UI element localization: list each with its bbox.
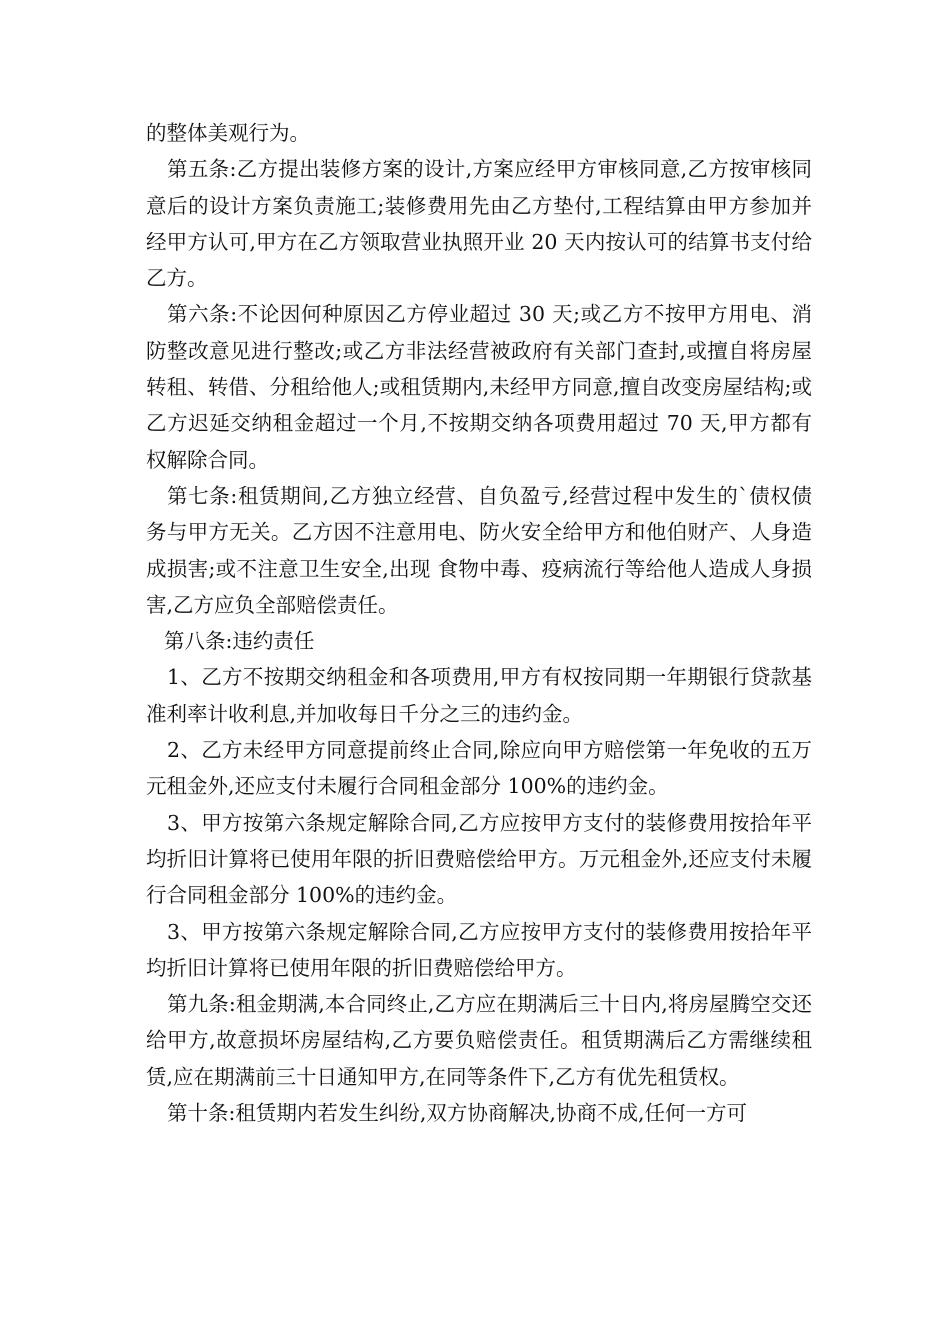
paragraph-article-6: 第六条:不论因何种原因乙方停业超过 30 天;或乙方不按甲方用电、消防整改意见进行整改;或乙方非法经营被政府有关部门查封,或擅自将房屋转租、转借、分租给他人;或租赁期内,未经甲方同意,擅自改变房屋结构;或乙方迟延交纳租金超过一个月,不按期交纳各项费用超过 70 天,甲方都有权解除合同。 — [146, 302, 812, 472]
list-item-breach-3a: 3、甲方按第六条规定解除合同,乙方应按甲方支付的装修费用按拾年平均折旧计算将已使用年限的折旧费赔偿给甲方。万元租金外,还应支付未履行合同租金部分 100%的违约金。 — [146, 810, 812, 908]
paragraph-article-5: 第五条:乙方提出装修方案的设计,方案应经甲方审核同意,乙方按审核同意后的设计方案负责施工;装修费用先由乙方垫付,工程结算由甲方参加并经甲方认可,甲方在乙方领取营业执照开业 20 天内按认可的结算书支付给乙方。 — [146, 157, 812, 291]
paragraph-continuation: 的整体美观行为。 — [146, 121, 310, 145]
list-item-breach-2: 2、乙方未经甲方同意提前终止合同,除应向甲方赔偿第一年免收的五万元租金外,还应支付未履行合同租金部分 100%的违约金。 — [146, 738, 812, 799]
paragraph-article-7: 第七条:租赁期间,乙方独立经营、自负盈亏,经营过程中发生的`债权债务与甲方无关。乙方因不注意用电、防火安全给甲方和他伯财产、人身造成损害;或不注意卫生安全,出现 食物中毒、疫病流行等给他人造成人身损害,乙方应负全部赔偿责任。 — [146, 483, 812, 617]
paragraph-article-9: 第九条:租金期满,本合同终止,乙方应在期满后三十日内,将房屋腾空交还给甲方,故意损坏房屋结构,乙方要负赔偿责任。租赁期满后乙方需继续租赁,应在期满前三十日通知甲方,在同等条件下,乙方有优先租赁权。 — [146, 992, 812, 1089]
paragraph-article-10: 第十条:租赁期内若发生纠纷,双方协商解决,协商不成,任何一方可 — [167, 1101, 747, 1126]
heading-article-8: 第八条:违约责任 — [164, 629, 315, 654]
list-item-breach-1: 1、乙方不按期交纳租金和各项费用,甲方有权按同期一年期银行贷款基准利率计收利息,并加收每日千分之三的违约金。 — [146, 665, 812, 726]
document-body — [146, 115, 812, 1131]
list-item-breach-3b: 3、甲方按第六条规定解除合同,乙方应按甲方支付的装修费用按拾年平均折旧计算将已使用年限的折旧费赔偿给甲方。 — [146, 919, 812, 980]
